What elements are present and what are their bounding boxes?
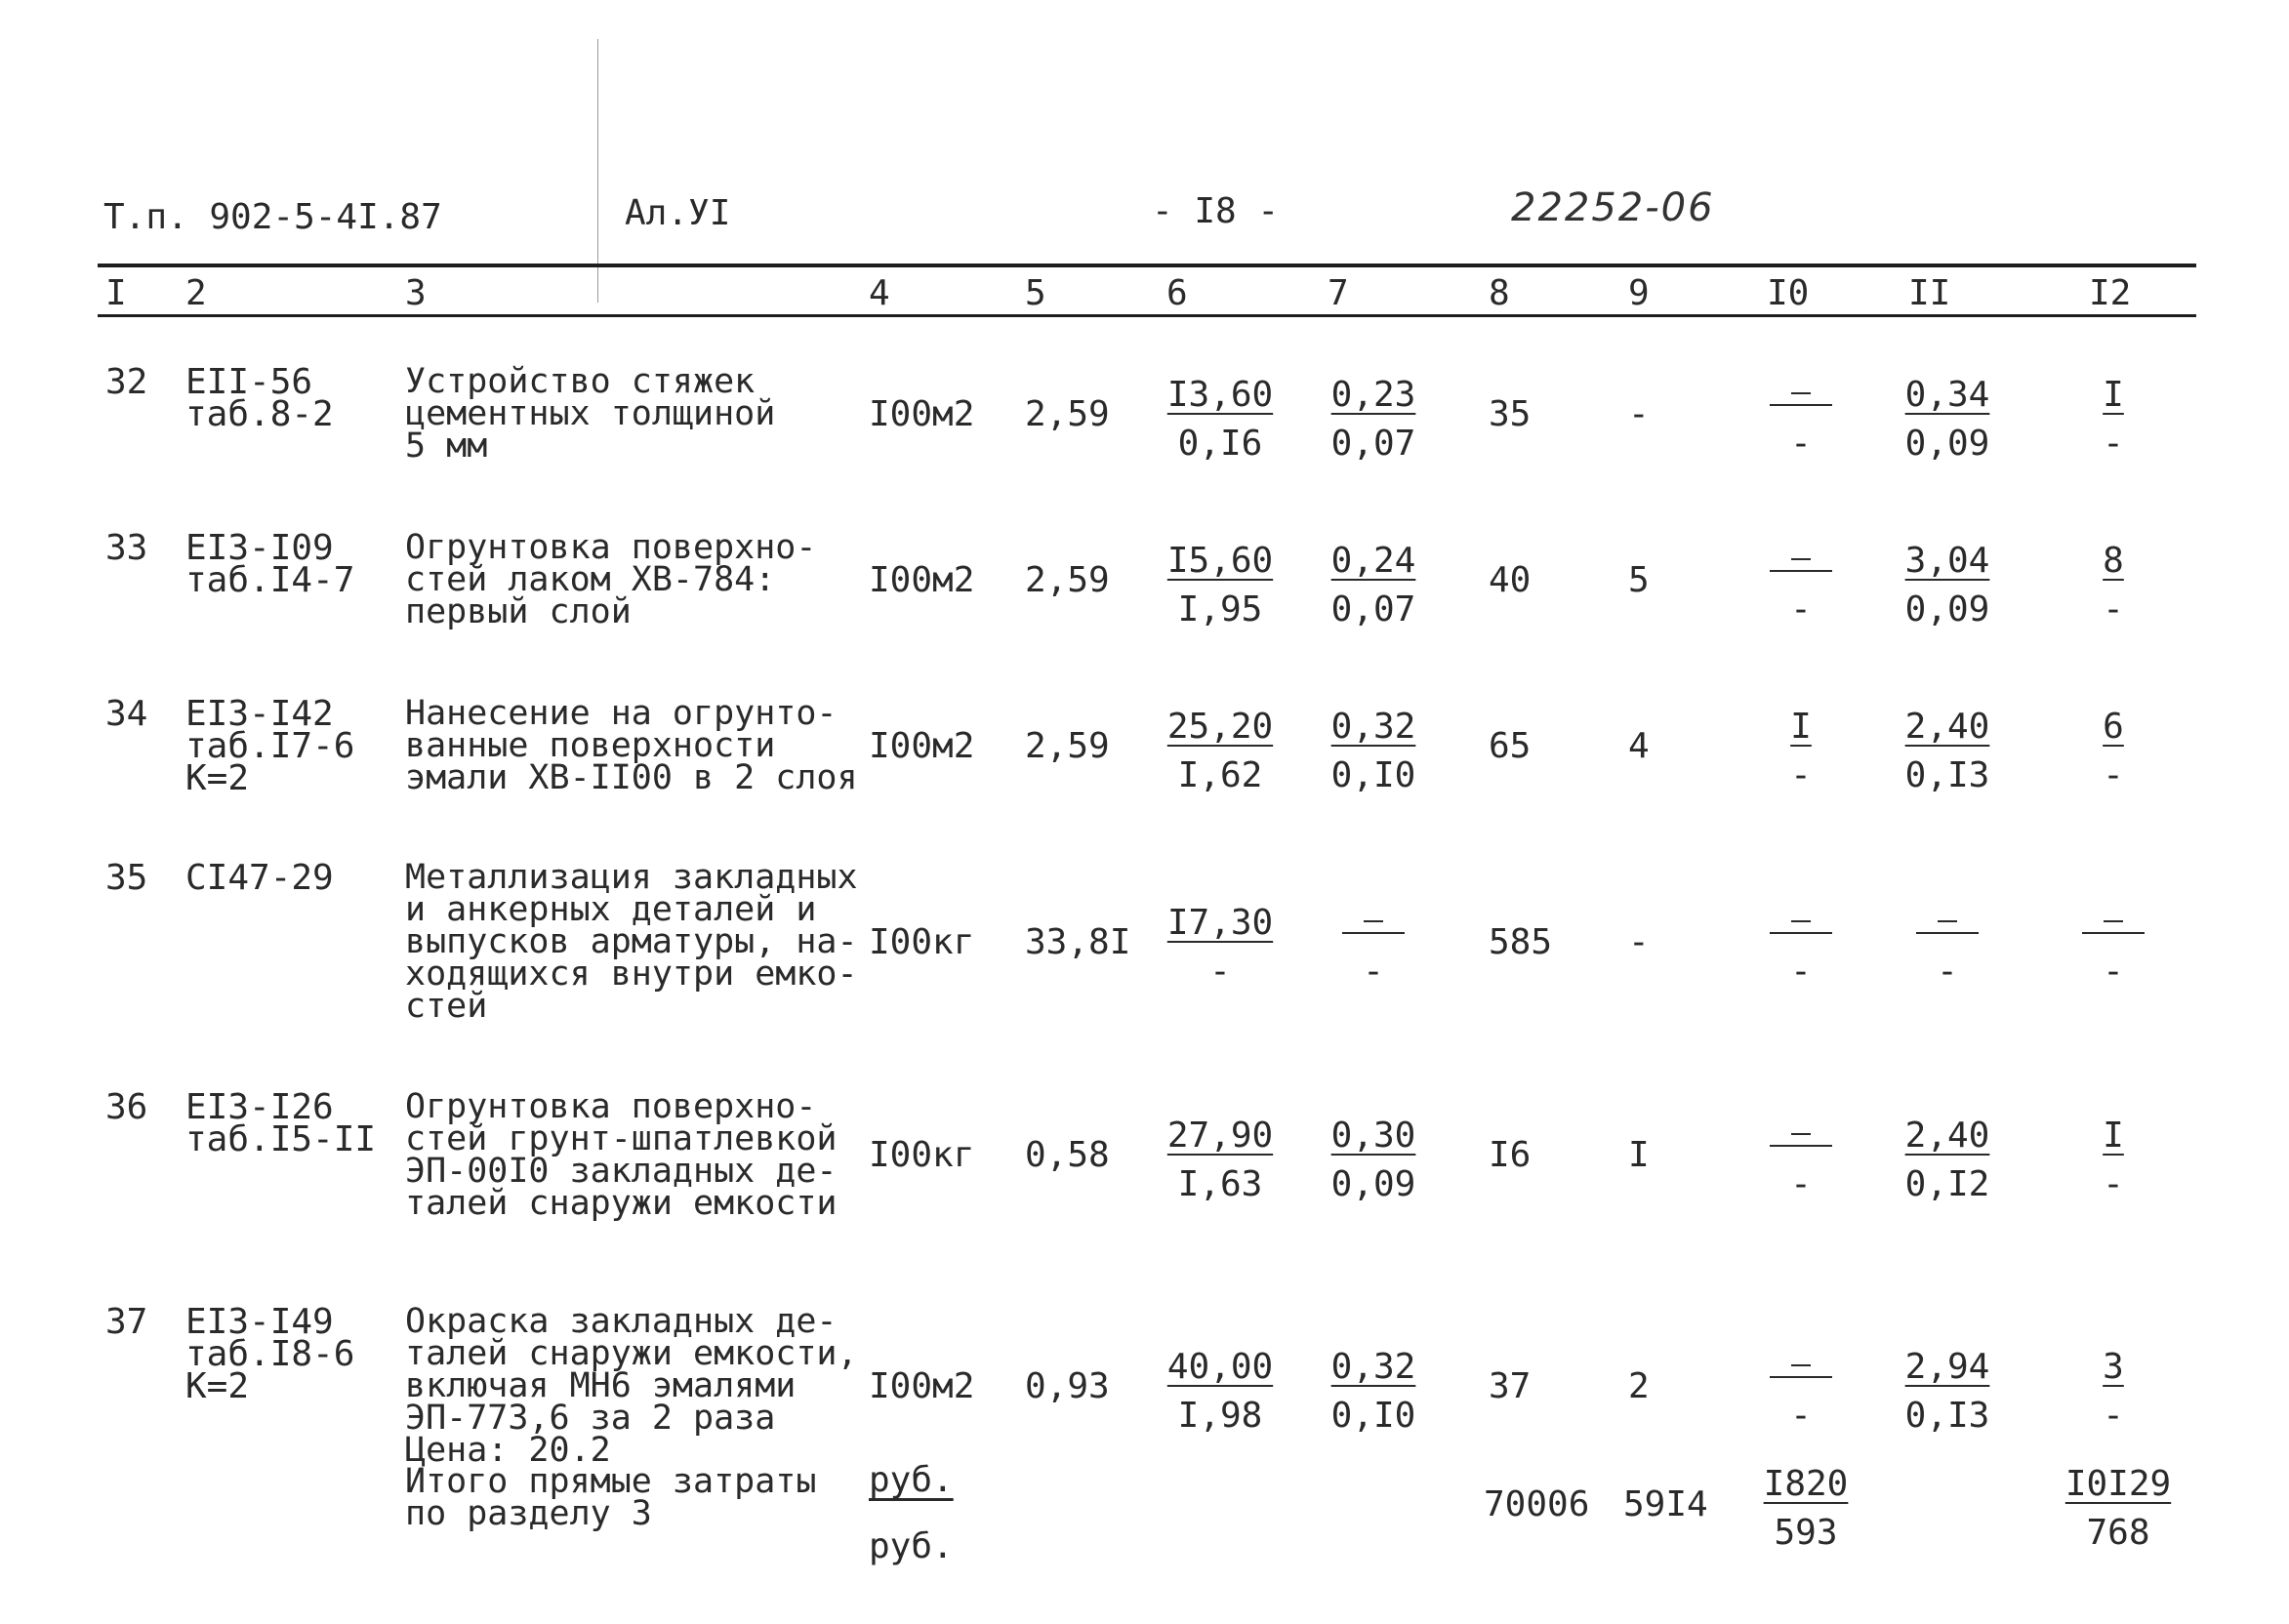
norm-code: ЕII-56 — [185, 362, 313, 402]
page-number: - I8 - — [1152, 191, 1280, 231]
cost-fraction — [1157, 540, 1284, 629]
fraction-bottom: 0,I6 — [1177, 423, 1263, 464]
fraction-bottom: - — [2103, 951, 2124, 992]
total-unit-top: руб. — [869, 1460, 954, 1500]
work-description: 5 мм — [405, 426, 488, 466]
wage-fraction — [1320, 374, 1427, 464]
work-description: и анкерных деталей и — [405, 890, 817, 929]
column-header: 7 — [1328, 273, 1349, 313]
fraction-bottom: I,63 — [1177, 1164, 1263, 1204]
total-cost: 37 — [1489, 1365, 1532, 1406]
work-description: ванные поверхности — [405, 726, 776, 765]
work-description: включая МН6 эмалями — [405, 1366, 797, 1405]
total-cost: 35 — [1489, 393, 1532, 434]
column-header: 3 — [405, 273, 427, 313]
work-description: ЭП-773,6 за 2 раза — [405, 1399, 776, 1438]
fraction-top: 25,20 — [1166, 706, 1274, 747]
album-label: Ал.УI — [625, 193, 731, 233]
fraction-top: 2,40 — [1904, 706, 1990, 747]
labor-fraction — [1889, 907, 2006, 992]
column-header: I — [105, 273, 127, 313]
fraction-top: I0I29 — [2064, 1464, 2172, 1504]
labor-fraction — [1889, 540, 2006, 629]
column-header: 9 — [1628, 273, 1650, 313]
fraction-bottom: 0,I3 — [1904, 1395, 1990, 1436]
work-description: стей — [405, 987, 488, 1026]
column-header: I2 — [2089, 273, 2132, 313]
fraction-top: 2,40 — [1904, 1116, 1990, 1156]
norm-code: ЕI3-I42 — [185, 694, 334, 734]
row-number: 33 — [105, 528, 148, 568]
fraction-top: 0,23 — [1330, 374, 1416, 415]
fraction-bottom: - — [1937, 951, 1958, 992]
norm-code: таб.8-2 — [185, 394, 334, 434]
fraction-bottom: I,62 — [1177, 754, 1263, 795]
row-number: 32 — [105, 362, 148, 402]
fraction-top: 8 — [2103, 540, 2124, 581]
fraction-top: 2,94 — [1904, 1346, 1990, 1387]
labor-total-fraction — [2060, 907, 2167, 992]
fraction-top: I820 — [1763, 1464, 1849, 1504]
unit: I00м2 — [869, 725, 975, 766]
fraction-top: 0,32 — [1330, 1346, 1416, 1387]
wage-fraction — [1320, 907, 1427, 992]
column-header: 4 — [869, 273, 890, 313]
column-header: 2 — [185, 273, 207, 313]
labor-total-fraction — [2060, 1116, 2167, 1204]
fraction-bottom: 593 — [1774, 1513, 1838, 1553]
fraction-top: 3,04 — [1904, 540, 1990, 581]
column-header: 5 — [1025, 273, 1046, 313]
labor-total-fraction — [2060, 540, 2167, 629]
norm-code: таб.I4-7 — [185, 560, 355, 600]
fraction-bottom: - — [2103, 589, 2124, 629]
work-description: первый слой — [405, 592, 632, 631]
fraction-bottom: 0,07 — [1330, 423, 1416, 464]
row-number: 35 — [105, 858, 148, 898]
labor-fraction — [1889, 374, 2006, 464]
fraction-bottom: 0,I0 — [1330, 754, 1416, 795]
work-description: цементных толщиной — [405, 394, 776, 433]
work-description: Устройство стяжек — [405, 362, 756, 401]
total-cost: 585 — [1489, 921, 1553, 962]
fraction-top: I — [2103, 374, 2124, 415]
fraction-top: 6 — [2103, 706, 2124, 747]
row-number: 36 — [105, 1087, 148, 1127]
fraction-top: 27,90 — [1166, 1116, 1274, 1156]
header-bottom-rule — [98, 314, 2196, 317]
fraction-bottom: - — [2103, 423, 2124, 464]
row-number: 37 — [105, 1302, 148, 1342]
cost-fraction — [1157, 1346, 1284, 1436]
quantity: 2,59 — [1025, 725, 1110, 766]
machine-fraction — [1747, 1119, 1855, 1204]
norm-code: ЕI3-I09 — [185, 528, 334, 568]
work-description: Цена: 20.2 — [405, 1431, 611, 1470]
fraction-top: I5,60 — [1166, 540, 1274, 581]
work-description: Огрунтовка поверхно- — [405, 528, 817, 567]
norm-code: таб.I8-6 — [185, 1334, 355, 1374]
work-description: эмали ХВ-II00 в 2 слоя — [405, 758, 858, 797]
unit: I00м2 — [869, 559, 975, 600]
labor-total-fraction — [2060, 1346, 2167, 1436]
fraction-top: I — [1790, 706, 1812, 747]
quantity: 0,93 — [1025, 1365, 1110, 1406]
fraction-top: I — [2103, 1116, 2124, 1156]
machine-fraction — [1747, 907, 1855, 992]
fraction-bottom: 0,I0 — [1330, 1395, 1416, 1436]
fraction-bottom: I,95 — [1177, 589, 1263, 629]
fraction-bottom: 0,09 — [1904, 423, 1990, 464]
total-label: Итого прямые затраты — [405, 1462, 817, 1501]
machine-fraction — [1747, 379, 1855, 464]
work-description: ЭП-00I0 закладных де- — [405, 1152, 838, 1191]
fraction-top: 3 — [2103, 1346, 2124, 1387]
fraction-bottom: 0,07 — [1330, 589, 1416, 629]
machine-fraction — [1747, 706, 1855, 795]
work-description: талей снаружи емкости — [405, 1184, 838, 1223]
fraction-bottom: - — [2103, 754, 2124, 795]
total-label: по разделу 3 — [405, 1494, 652, 1533]
work-description: выпусков арматуры, на- — [405, 922, 858, 961]
fraction-bottom: - — [2103, 1395, 2124, 1436]
fraction-top: 0,34 — [1904, 374, 1990, 415]
fraction-bottom: 768 — [2086, 1513, 2150, 1553]
fraction-bottom: - — [1790, 1395, 1812, 1436]
quantity: 2,59 — [1025, 559, 1110, 600]
total-cost: 65 — [1489, 725, 1532, 766]
fraction-top: 0,30 — [1330, 1116, 1416, 1156]
fraction-bottom: - — [1363, 951, 1384, 992]
cost-fraction — [1157, 374, 1284, 464]
total-cost: I6 — [1489, 1135, 1532, 1175]
fraction-bottom: 0,09 — [1904, 589, 1990, 629]
top-rule — [98, 264, 2196, 267]
work-description: талей снаружи емкости, — [405, 1334, 858, 1373]
fraction-top: 0,32 — [1330, 706, 1416, 747]
fraction-bottom: - — [1790, 1164, 1812, 1204]
total-cost: 40 — [1489, 559, 1532, 600]
doc-code: Т.п. 902-5-4I.87 — [103, 197, 442, 237]
cost-fraction — [1157, 1116, 1284, 1204]
unit: I00кг — [869, 921, 975, 962]
wage-total: - — [1628, 393, 1650, 434]
column-header: 8 — [1489, 273, 1510, 313]
fraction-top: 0,24 — [1330, 540, 1416, 581]
fraction-bottom: - — [1790, 754, 1812, 795]
total-machine-fraction — [1747, 1464, 1864, 1553]
norm-code: К=2 — [185, 758, 250, 798]
work-description: Нанесение на огрунто- — [405, 694, 838, 733]
fraction-bottom: - — [1790, 951, 1812, 992]
wage-fraction — [1320, 1346, 1427, 1436]
norm-code: таб.I5-II — [185, 1119, 377, 1159]
labor-total-fraction — [2060, 706, 2167, 795]
wage-fraction — [1320, 706, 1427, 795]
work-description: стей грунт-шпатлевкой — [405, 1119, 838, 1158]
total-unit-bottom: руб. — [869, 1526, 954, 1566]
norm-code: СI47-29 — [185, 858, 334, 898]
wage-fraction — [1320, 540, 1427, 629]
wage-total: 2 — [1628, 1365, 1650, 1406]
wage-total: 5 — [1628, 559, 1650, 600]
column-header: I0 — [1767, 273, 1810, 313]
fraction-top: I3,60 — [1166, 374, 1274, 415]
total-wage-sum: 59I4 — [1623, 1484, 1708, 1524]
fraction-bottom: 0,I2 — [1904, 1164, 1990, 1204]
labor-fraction — [1889, 1116, 2006, 1204]
work-description: ходящихся внутри емко- — [405, 954, 858, 994]
quantity: 33,8I — [1025, 921, 1131, 962]
labor-fraction — [1889, 706, 2006, 795]
fraction-bottom: - — [1790, 589, 1812, 629]
total-labor-fraction — [2050, 1464, 2187, 1553]
cost-fraction — [1157, 902, 1284, 992]
work-description: Окраска закладных де- — [405, 1302, 838, 1341]
fraction-bottom: 0,09 — [1330, 1164, 1416, 1204]
norm-code: ЕI3-I26 — [185, 1087, 334, 1127]
wage-total: - — [1628, 921, 1650, 962]
quantity: 2,59 — [1025, 393, 1110, 434]
norm-code: таб.I7-6 — [185, 726, 355, 766]
machine-fraction — [1747, 1351, 1855, 1436]
total-cost-sum: 70006 — [1484, 1484, 1590, 1524]
norm-code: К=2 — [185, 1366, 250, 1406]
work-description: Металлизация закладных — [405, 858, 858, 897]
row-number: 34 — [105, 694, 148, 734]
fraction-bottom: - — [1790, 423, 1812, 464]
wage-total: 4 — [1628, 725, 1650, 766]
fraction-bottom: - — [2103, 1164, 2124, 1204]
quantity: 0,58 — [1025, 1135, 1110, 1175]
fraction-bottom: I,98 — [1177, 1395, 1263, 1436]
fraction-top: 40,00 — [1166, 1346, 1274, 1387]
wage-total: I — [1628, 1135, 1650, 1175]
norm-code: ЕI3-I49 — [185, 1302, 334, 1342]
work-description: Огрунтовка поверхно- — [405, 1087, 817, 1126]
unit: I00м2 — [869, 1365, 975, 1406]
fraction-top: I7,30 — [1166, 902, 1274, 943]
unit: I00м2 — [869, 393, 975, 434]
fraction-bottom: 0,I3 — [1904, 754, 1990, 795]
cost-fraction — [1157, 706, 1284, 795]
labor-fraction — [1889, 1346, 2006, 1436]
column-header: II — [1908, 273, 1951, 313]
handwritten-number: 22252-06 — [1511, 185, 1715, 230]
wage-fraction — [1320, 1116, 1427, 1204]
labor-total-fraction — [2060, 374, 2167, 464]
column-header: 6 — [1166, 273, 1188, 313]
work-description: стей лаком ХВ-784: — [405, 560, 776, 599]
fraction-bottom: - — [1209, 951, 1231, 992]
machine-fraction — [1747, 545, 1855, 627]
unit: I00кг — [869, 1135, 975, 1175]
